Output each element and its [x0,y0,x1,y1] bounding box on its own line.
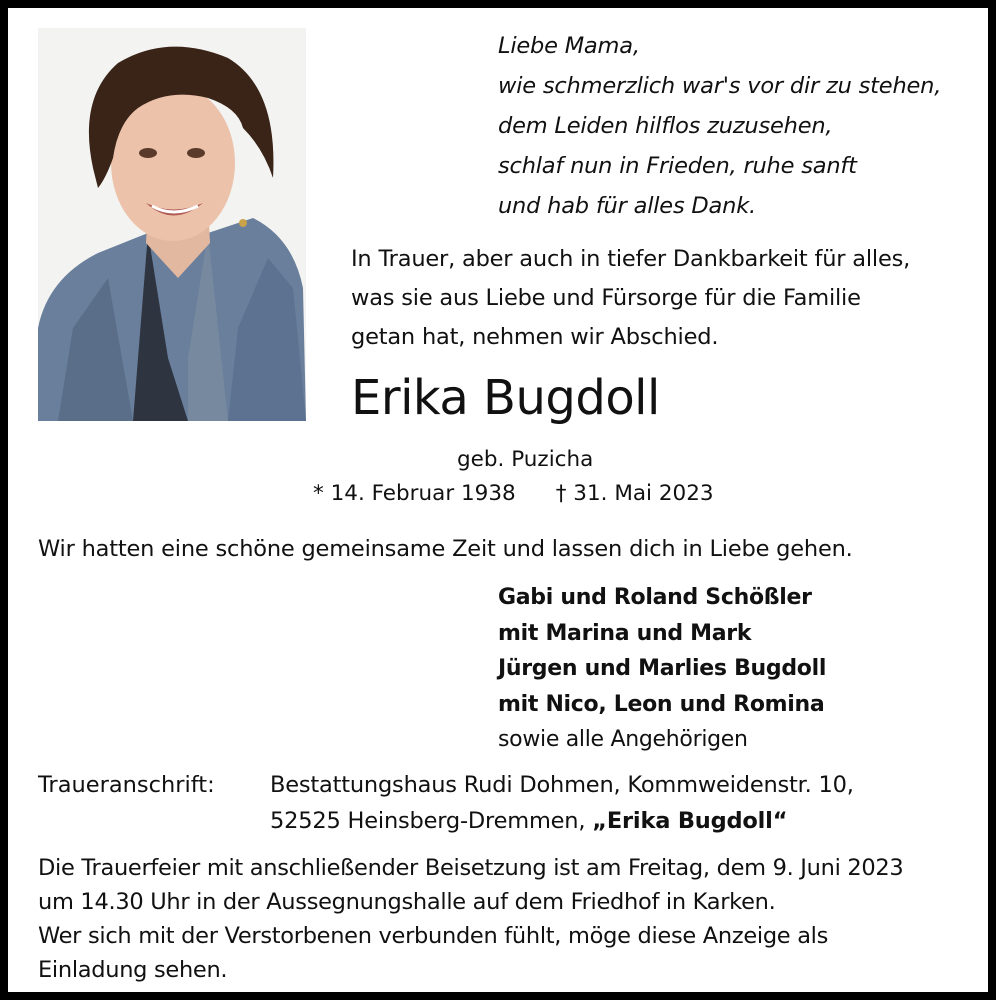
portrait-photo [38,28,306,421]
intro-line: In Trauer, aber auch in tiefer Dankbarkeit für alles, [351,246,911,272]
poem-line: und hab für alles Dank. [498,193,756,219]
ceremony-line: Einladung sehen. [38,957,228,983]
family-line: Gabi und Roland Schößler [498,585,812,610]
address-line [270,803,854,839]
poem-line: wie schmerzlich war's vor dir zu stehen, [498,73,942,99]
birth-name: geb. Puzicha [457,447,594,472]
intro-text [351,240,910,357]
life-dates [313,478,714,510]
family-list [498,580,826,758]
intro-line: was sie aus Liebe und Fürsorge für die Familie [351,285,861,311]
ceremony-line: Wer sich mit der Verstorbenen verbunden fühlt, möge diese Anzeige als [38,923,829,949]
family-line: Jürgen und Marlies Bugdoll [498,656,827,681]
family-line: mit Nico, Leon und Romina [498,691,825,717]
address-label: Traueranschrift: [38,772,215,798]
death-date: † 31. Mai 2023 [555,481,714,506]
address-city: 52525 Heinsberg-Dremmen, [270,808,593,834]
address-reference: „Erika Bugdoll“ [592,808,788,834]
poem [498,26,941,226]
birth-date: * 14. Februar 1938 [313,481,516,506]
portrait-illustration [38,28,306,421]
ceremony-line: um 14.30 Uhr in der Aussegnungshalle auf dem Friedhof in Karken. [38,889,776,915]
deceased-name: Erika Bugdoll [351,370,660,426]
poem-line: dem Leiden hilflos zuzusehen, [498,113,833,139]
family-line: mit Marina und Mark [498,620,752,646]
poem-line: schlaf nun in Frieden, ruhe sanft [498,153,857,179]
family-closing: sowie alle Angehörigen [498,727,748,752]
ceremony-info [38,851,903,987]
farewell-text: Wir hatten eine schöne gemeinsame Zeit und lassen dich in Liebe gehen. [38,536,853,562]
poem-line: Liebe Mama, [498,33,640,59]
ceremony-line: Die Trauerfeier mit anschließender Beisetzung ist am Freitag, dem 9. Juni 2023 [38,855,904,881]
intro-line: getan hat, nehmen wir Abschied. [351,324,719,350]
address-line: Bestattungshaus Rudi Dohmen, Kommweidenstr. 10, [270,772,854,798]
mourning-address [270,767,854,839]
